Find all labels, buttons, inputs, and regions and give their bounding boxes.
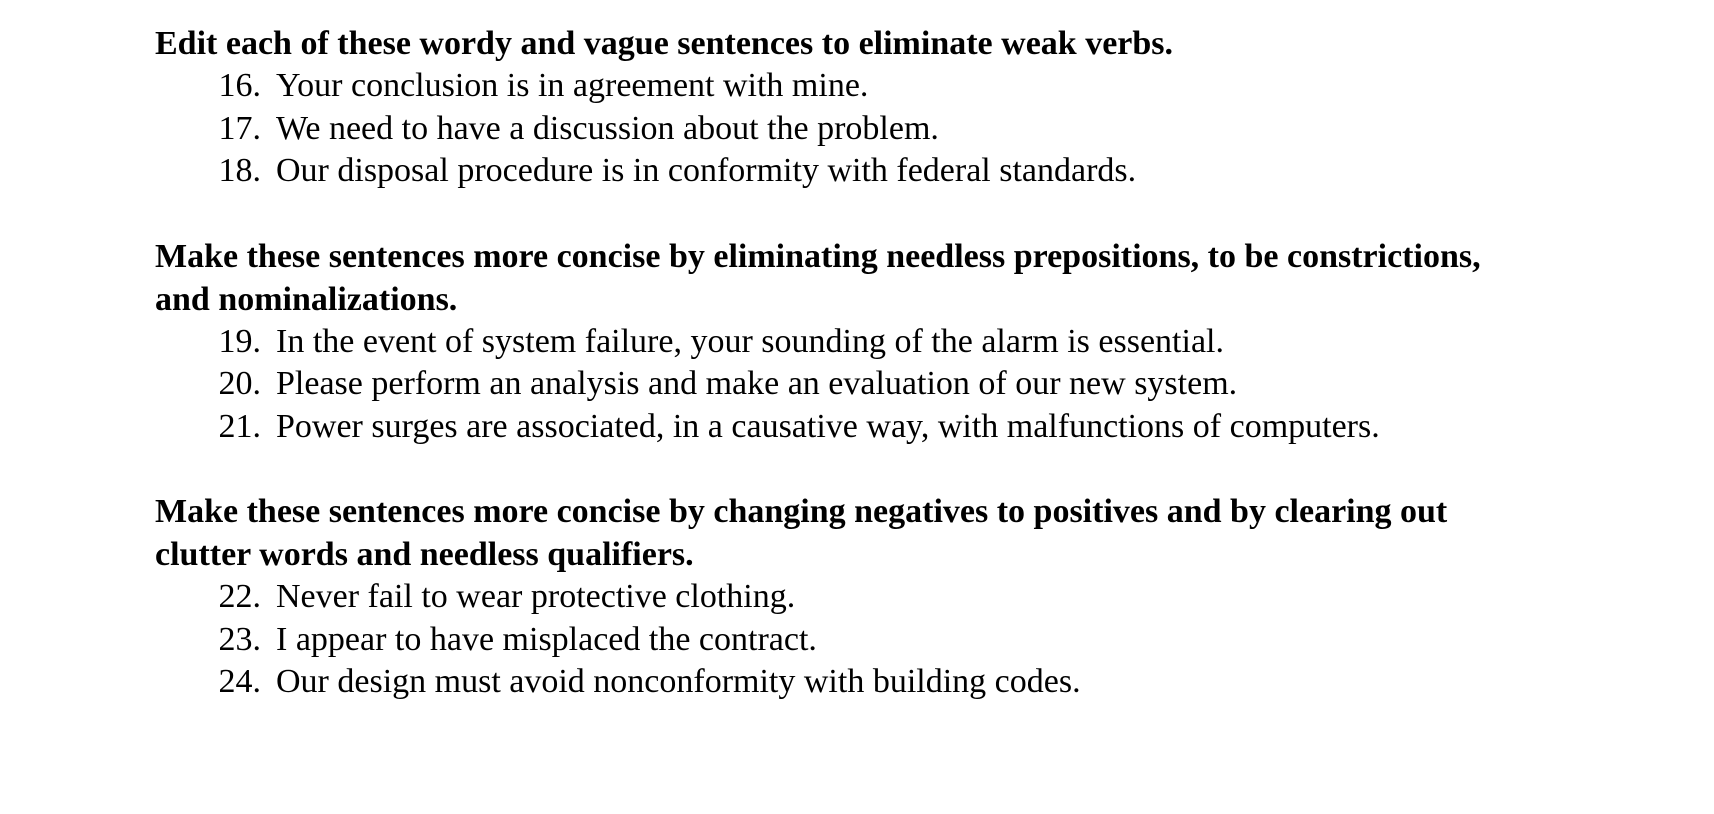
item-text: Our design must avoid nonconformity with building codes. xyxy=(276,663,1081,700)
list-item xyxy=(155,406,1675,449)
section-heading: Make these sentences more concise by changing negatives to positives and by clearing out clutter words and needless qualifiers. xyxy=(155,493,1448,573)
item-number: 16. xyxy=(218,67,261,104)
item-text: Please perform an analysis and make an evaluation of our new system. xyxy=(276,365,1238,402)
item-number: 18. xyxy=(218,152,261,189)
list-item xyxy=(155,108,1675,151)
document-page xyxy=(155,22,1675,704)
list-item xyxy=(155,363,1675,406)
item-text: Our disposal procedure is in conformity with federal standards. xyxy=(276,152,1137,189)
item-text: In the event of system failure, your sounding of the alarm is essential. xyxy=(276,322,1224,360)
item-text: Never fail to wear protective clothing. xyxy=(276,578,796,615)
item-number: 21. xyxy=(218,407,261,445)
item-text: We need to have a discussion about the problem. xyxy=(276,109,939,147)
section-heading: Make these sentences more concise by eliminating needless prepositions, to be constrictions, and nominalizations. xyxy=(155,237,1481,318)
exercise-list xyxy=(155,576,1675,704)
item-number: 23. xyxy=(218,620,261,658)
item-number: 20. xyxy=(218,365,261,402)
item-text: I appear to have misplaced the contract. xyxy=(276,620,817,658)
item-text: Your conclusion is in agreement with mine. xyxy=(276,67,869,104)
exercise-section-prepositions xyxy=(155,235,1675,449)
list-item xyxy=(155,65,1675,108)
item-number: 17. xyxy=(218,109,261,147)
list-item xyxy=(155,150,1675,193)
exercise-section-weak-verbs xyxy=(155,22,1675,193)
item-text: Power surges are associated, in a causative way, with malfunctions of computers. xyxy=(276,407,1380,445)
item-number: 19. xyxy=(218,322,261,360)
list-item xyxy=(155,619,1675,662)
exercise-section-negatives xyxy=(155,490,1675,704)
exercise-list xyxy=(155,321,1675,449)
item-number: 22. xyxy=(218,578,261,615)
list-item xyxy=(155,576,1675,619)
item-number: 24. xyxy=(218,663,261,700)
list-item xyxy=(155,661,1675,704)
list-item xyxy=(155,321,1675,364)
section-heading: Edit each of these wordy and vague sentences to eliminate weak verbs. xyxy=(155,25,1174,62)
exercise-list xyxy=(155,65,1675,193)
